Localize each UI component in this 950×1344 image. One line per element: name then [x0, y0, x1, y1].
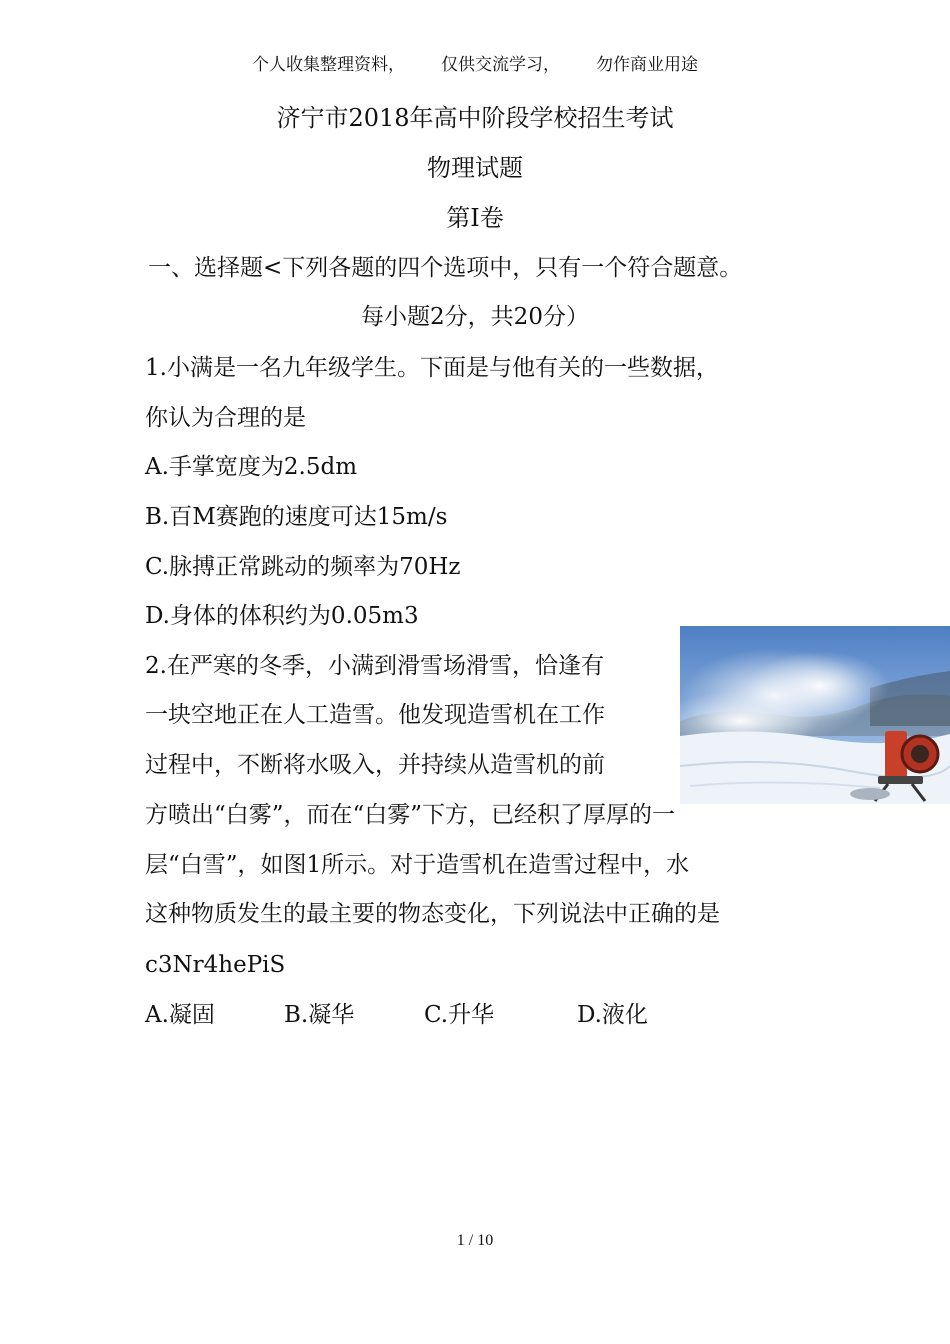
snow-machine-illustration: [680, 626, 950, 804]
q2-option-d: D.液化: [577, 1002, 648, 1028]
q2-line-2: 一块空地正在人工造雪。他发现造雪机在工作: [145, 702, 605, 728]
q1-option-b: B.百M赛跑的速度可达15m/s: [145, 504, 448, 530]
volume-label: 第Ⅰ卷: [446, 204, 504, 232]
q1-option-d: D.身体的体积约为0.05m3: [145, 603, 419, 629]
section-heading-line-1: 一、选择题<下列各题的四个选项中，只有一个符合题意。: [148, 255, 743, 281]
q2-line-5: 层“白雪”，如图1所示。对于造雪机在造雪过程中，水: [145, 852, 690, 878]
q1-option-a: A.手掌宽度为2.5dm: [145, 454, 358, 480]
q2-line-6: 这种物质发生的最主要的物态变化，下列说法中正确的是: [145, 901, 720, 927]
exam-title: 济宁市2018年高中阶段学校招生考试: [276, 104, 674, 132]
page-header: [0, 50, 950, 80]
q2-line-4: 方喷出“白雾”，而在“白雾”下方，已经积了厚厚的一: [145, 802, 676, 828]
header-part-1: 个人收集整理资料，: [252, 55, 405, 75]
q2-option-b: B.凝华: [284, 1002, 355, 1028]
snow-machine-photo: [680, 626, 950, 804]
q2-line-1: 2.在严寒的冬季，小满到滑雪场滑雪，恰逢有: [145, 653, 604, 679]
q2-option-c: C.升华: [424, 1002, 495, 1028]
q2-options-row: [145, 1000, 705, 1030]
q1-option-c: C.脉搏正常跳动的频率为70Hz: [145, 554, 461, 580]
header-part-3: 勿作商业用途: [596, 55, 698, 75]
header-part-2: 仅供交流学习，: [441, 55, 560, 75]
q2-line-3: 过程中，不断将水吸入，并持续从造雪机的前: [145, 752, 605, 778]
q2-line-7: c3Nr4hePiS: [145, 952, 286, 978]
q1-stem-line-2: 你认为合理的是: [145, 405, 306, 431]
q2-option-a: A.凝固: [145, 1002, 215, 1028]
section-heading-line-2: 每小题2分，共20分）: [361, 304, 589, 330]
exam-subtitle: 物理试题: [427, 154, 523, 182]
q1-stem-line-1: 1.小满是一名九年级学生。下面是与他有关的一些数据，: [145, 355, 719, 381]
page-number: 1 / 10: [456, 1232, 494, 1249]
